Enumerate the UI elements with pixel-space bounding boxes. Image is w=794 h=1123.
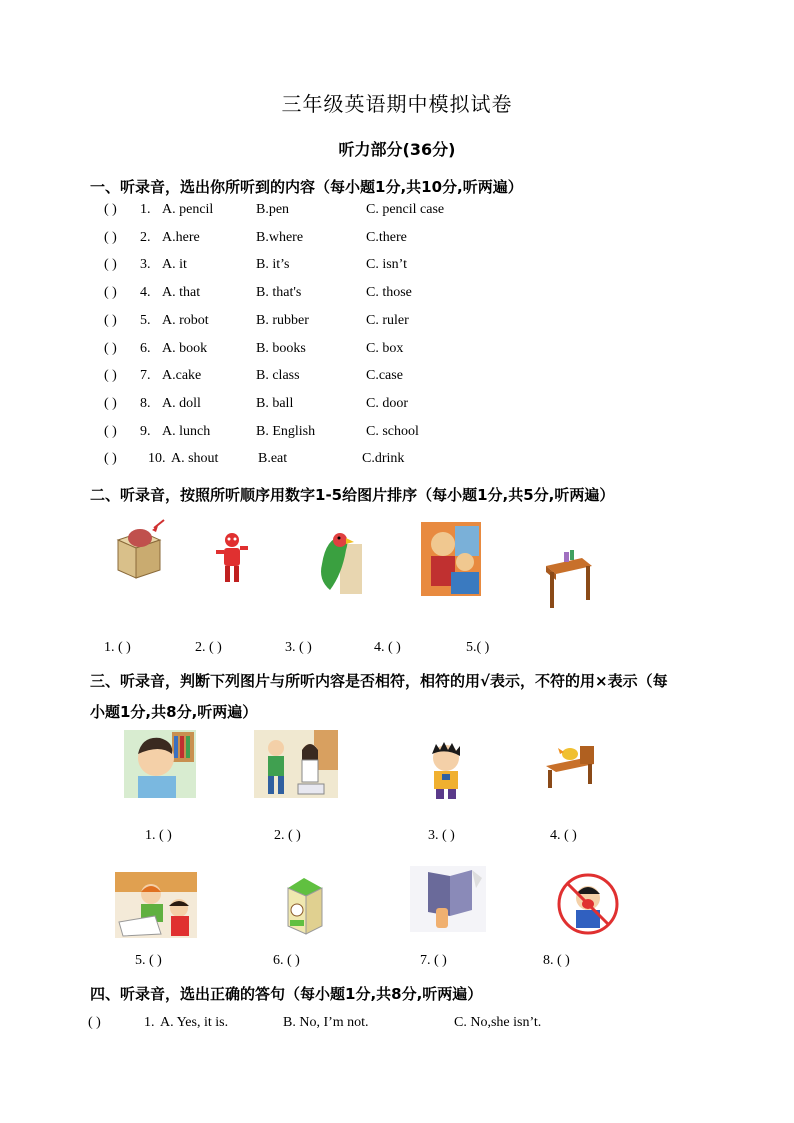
sec1-answer-paren[interactable]: ( ) bbox=[104, 202, 117, 217]
bench-bird-picture bbox=[540, 740, 600, 790]
sec3-answer-2[interactable]: 2. ( ) bbox=[274, 828, 301, 843]
sec1-question-1 bbox=[104, 202, 704, 222]
sec1-option-b: B.pen bbox=[256, 202, 290, 217]
sec1-question-number: 6. bbox=[140, 341, 151, 356]
sec1-option-a: A. it bbox=[162, 257, 187, 272]
sec1-option-c: C. door bbox=[366, 396, 408, 411]
sec3-answer-4[interactable]: 4. ( ) bbox=[550, 828, 577, 843]
sec1-question-10 bbox=[104, 451, 704, 471]
milk-carton-picture bbox=[280, 874, 330, 936]
sec1-option-b: B. that's bbox=[256, 285, 302, 300]
sec1-answer-paren[interactable]: ( ) bbox=[104, 341, 117, 356]
sec1-question-number: 8. bbox=[140, 396, 151, 411]
sec1-question-number: 4. bbox=[140, 285, 151, 300]
sad-boy-picture bbox=[422, 740, 470, 800]
sec1-option-b: B. books bbox=[256, 341, 306, 356]
sec1-question-3 bbox=[104, 257, 704, 277]
sec4-option-b: B. No, I’m not. bbox=[283, 1015, 369, 1030]
section2-heading: 二、听录音，按照所听顺序用数字1-5给图片排序（每小题1分,共5分,听两遍） bbox=[90, 486, 615, 504]
sec3-answer-7[interactable]: 7. ( ) bbox=[420, 953, 447, 968]
sec1-question-9 bbox=[104, 424, 704, 444]
section3-heading-line2: 小题1分,共8分,听两遍） bbox=[90, 703, 258, 721]
sec4-option-a: A. Yes, it is. bbox=[160, 1015, 229, 1030]
sec1-question-2 bbox=[104, 230, 704, 250]
sec1-option-a: A. pencil bbox=[162, 202, 214, 217]
sec1-question-5 bbox=[104, 313, 704, 333]
sec1-option-c: C. pencil case bbox=[366, 202, 445, 217]
sec2-answer-5[interactable]: 5.( ) bbox=[466, 640, 490, 655]
sec1-option-b: B.where bbox=[256, 230, 304, 245]
open-book-picture bbox=[410, 866, 486, 932]
sec1-question-8 bbox=[104, 396, 704, 416]
sec1-option-a: A. lunch bbox=[162, 424, 211, 439]
sec1-option-b: B.eat bbox=[258, 451, 288, 466]
sec1-question-number: 2. bbox=[140, 230, 151, 245]
desk-picture bbox=[542, 548, 594, 610]
sec1-question-number: 5. bbox=[140, 313, 151, 328]
sec1-answer-paren[interactable]: ( ) bbox=[104, 368, 117, 383]
sec1-question-number: 7. bbox=[140, 368, 151, 383]
sec1-answer-paren[interactable]: ( ) bbox=[104, 396, 117, 411]
sec1-question-number: 1. bbox=[140, 202, 151, 217]
sec1-option-b: B. ball bbox=[256, 396, 294, 411]
sec1-option-a: A. book bbox=[162, 341, 208, 356]
sec1-answer-paren[interactable]: ( ) bbox=[104, 424, 117, 439]
sec1-option-c: C. those bbox=[366, 285, 412, 300]
sec1-answer-paren[interactable]: ( ) bbox=[104, 285, 117, 300]
sec1-question-number: 3. bbox=[140, 257, 151, 272]
sec1-option-c: C.case bbox=[366, 368, 403, 383]
sec1-option-b: B. English bbox=[256, 424, 316, 439]
sec1-option-c: C. box bbox=[366, 341, 404, 356]
sec1-option-b: B. rubber bbox=[256, 313, 309, 328]
sec1-answer-paren[interactable]: ( ) bbox=[104, 313, 117, 328]
robot-toy-picture bbox=[212, 530, 252, 586]
sec4-answer-paren[interactable]: ( ) bbox=[88, 1015, 101, 1030]
gift-box-picture bbox=[112, 518, 172, 580]
sec3-answer-3[interactable]: 3. ( ) bbox=[428, 828, 455, 843]
classroom-kids-picture bbox=[421, 522, 481, 596]
kids-greeting-picture bbox=[254, 730, 338, 798]
sec4-question-number: 1. bbox=[144, 1015, 155, 1030]
sec1-option-b: B. class bbox=[256, 368, 300, 383]
sec2-answer-2[interactable]: 2. ( ) bbox=[195, 640, 222, 655]
parrot-picture bbox=[312, 524, 364, 594]
sec1-option-a: A. doll bbox=[162, 396, 201, 411]
sec2-answer-1[interactable]: 1. ( ) bbox=[104, 640, 131, 655]
sec1-answer-paren[interactable]: ( ) bbox=[104, 230, 117, 245]
sec1-option-a: A. shout bbox=[171, 451, 219, 466]
sec1-question-6 bbox=[104, 341, 704, 361]
sec1-option-a: A.cake bbox=[162, 368, 202, 383]
sec1-option-a: A.here bbox=[162, 230, 200, 245]
boy-thinking-picture bbox=[124, 730, 196, 798]
sec1-answer-paren[interactable]: ( ) bbox=[104, 257, 117, 272]
sec3-answer-8[interactable]: 8. ( ) bbox=[543, 953, 570, 968]
sec1-option-c: C. school bbox=[366, 424, 419, 439]
sec1-option-c: C. isn’t bbox=[366, 257, 407, 272]
no-shouting-sign-picture bbox=[556, 872, 620, 936]
sec1-option-c: C.drink bbox=[362, 451, 405, 466]
sec2-answer-3[interactable]: 3. ( ) bbox=[285, 640, 312, 655]
section4-heading: 四、听录音，选出正确的答句（每小题1分,共8分,听两遍） bbox=[90, 985, 483, 1003]
sec1-question-4 bbox=[104, 285, 704, 305]
section1-heading: 一、听录音，选出你所听到的内容（每小题1分,共10分,听两遍） bbox=[90, 178, 523, 196]
section3-heading-line1: 三、听录音，判断下列图片与所听内容是否相符，相符的用√表示，不符的用×表示（每 bbox=[90, 672, 668, 690]
sec3-answer-6[interactable]: 6. ( ) bbox=[273, 953, 300, 968]
sec3-answer-1[interactable]: 1. ( ) bbox=[145, 828, 172, 843]
sec2-answer-4[interactable]: 4. ( ) bbox=[374, 640, 401, 655]
sec1-option-a: A. that bbox=[162, 285, 201, 300]
sec1-option-c: C.there bbox=[366, 230, 407, 245]
sec1-question-number: 9. bbox=[140, 424, 151, 439]
sec1-option-a: A. robot bbox=[162, 313, 209, 328]
sec3-answer-5[interactable]: 5. ( ) bbox=[135, 953, 162, 968]
sec1-question-7 bbox=[104, 368, 704, 388]
sec1-option-b: B. it’s bbox=[256, 257, 290, 272]
exam-title: 三年级英语期中模拟试卷 bbox=[281, 92, 513, 116]
sec1-answer-paren[interactable]: ( ) bbox=[104, 451, 117, 466]
kids-drawing-picture bbox=[115, 872, 197, 938]
sec4-option-c: C. No,she isn’t. bbox=[454, 1015, 542, 1030]
listening-section-title: 听力部分(36分) bbox=[338, 140, 456, 159]
sec1-option-c: C. ruler bbox=[366, 313, 409, 328]
sec1-question-number: 10. bbox=[148, 451, 166, 466]
sec4-question-1 bbox=[88, 1015, 688, 1035]
